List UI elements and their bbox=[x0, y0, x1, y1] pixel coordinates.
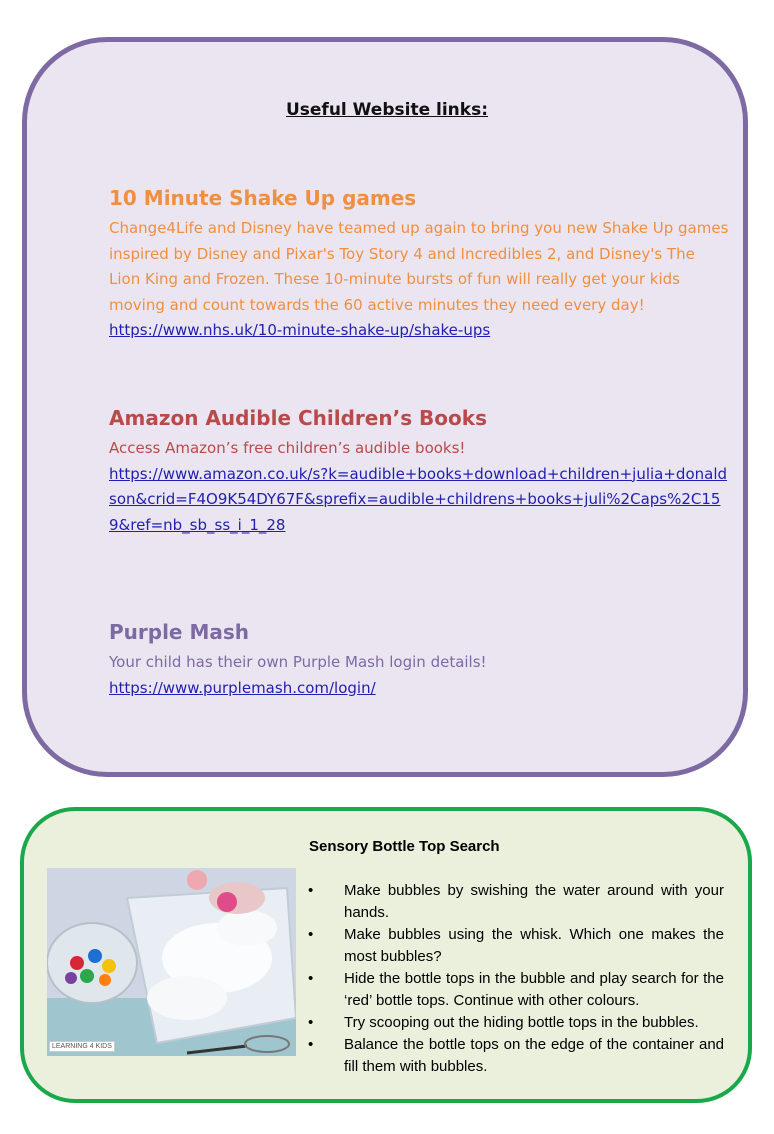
list-item-text: Make bubbles by swishing the water around with your hands. bbox=[344, 882, 724, 921]
activity-photo bbox=[47, 868, 296, 1056]
purple-mash-description: Your child has their own Purple Mash login details! bbox=[109, 653, 487, 671]
list-item bbox=[306, 880, 724, 924]
shake-up-title: 10 Minute Shake Up games bbox=[109, 186, 417, 210]
shake-up-link[interactable]: https://www.nhs.uk/10-minute-shake-up/shake-ups bbox=[109, 321, 491, 339]
audible-section bbox=[109, 404, 729, 538]
audible-link[interactable]: https://www.amazon.co.uk/s?k=audible+books+download+children+julia+donaldson&crid=F4O9K54DY67F&sprefix=audible+childrens+books+juli%2Caps%2C159&ref=nb_sb_ss_i_1_28 bbox=[109, 464, 728, 534]
activity-bullet-list bbox=[306, 880, 724, 1078]
useful-links-heading: Useful Website links: bbox=[285, 100, 489, 120]
bullet-icon: • bbox=[308, 1014, 314, 1031]
list-item bbox=[306, 924, 724, 968]
list-item-text: Balance the bottle tops on the edge of the container and fill them with bubbles. bbox=[344, 1036, 724, 1075]
list-item bbox=[306, 968, 724, 1012]
bullet-icon: • bbox=[308, 970, 314, 987]
audible-title: Amazon Audible Children’s Books bbox=[109, 406, 487, 430]
list-item-text: Try scooping out the hiding bottle tops in the bubbles. bbox=[344, 1014, 699, 1031]
list-item-text: Make bubbles using the whisk. Which one makes the most bubbles? bbox=[344, 926, 724, 965]
image-watermark: LEARNING 4 KIDS bbox=[49, 1041, 115, 1052]
purple-mash-section bbox=[109, 618, 729, 701]
bullet-icon: • bbox=[308, 882, 314, 899]
sensory-title: Sensory Bottle Top Search bbox=[309, 838, 500, 855]
purple-mash-title: Purple Mash bbox=[109, 620, 249, 644]
list-item-text: Hide the bottle tops in the bubble and play search for the ‘red’ bottle tops. Continue with other colours. bbox=[344, 970, 724, 1009]
bullet-icon: • bbox=[308, 1036, 314, 1053]
shake-up-description: Change4Life and Disney have teamed up again to bring you new Shake Up games inspired by Disney and Pixar's Toy Story 4 and Incredibles 2, and Disney's The Lion King and Frozen. These 10-minute bursts of fun will really get your kids moving and count towards the 60 active minutes they need every day! bbox=[109, 219, 729, 314]
list-item bbox=[306, 1034, 724, 1078]
list-item bbox=[306, 1012, 724, 1034]
bullet-icon: • bbox=[308, 926, 314, 943]
purple-mash-link[interactable]: https://www.purplemash.com/login/ bbox=[109, 678, 376, 697]
shake-up-section bbox=[109, 184, 729, 344]
audible-description: Access Amazon’s free children’s audible books! bbox=[109, 439, 466, 457]
bubbles-bottle-tops-image bbox=[47, 868, 296, 1056]
